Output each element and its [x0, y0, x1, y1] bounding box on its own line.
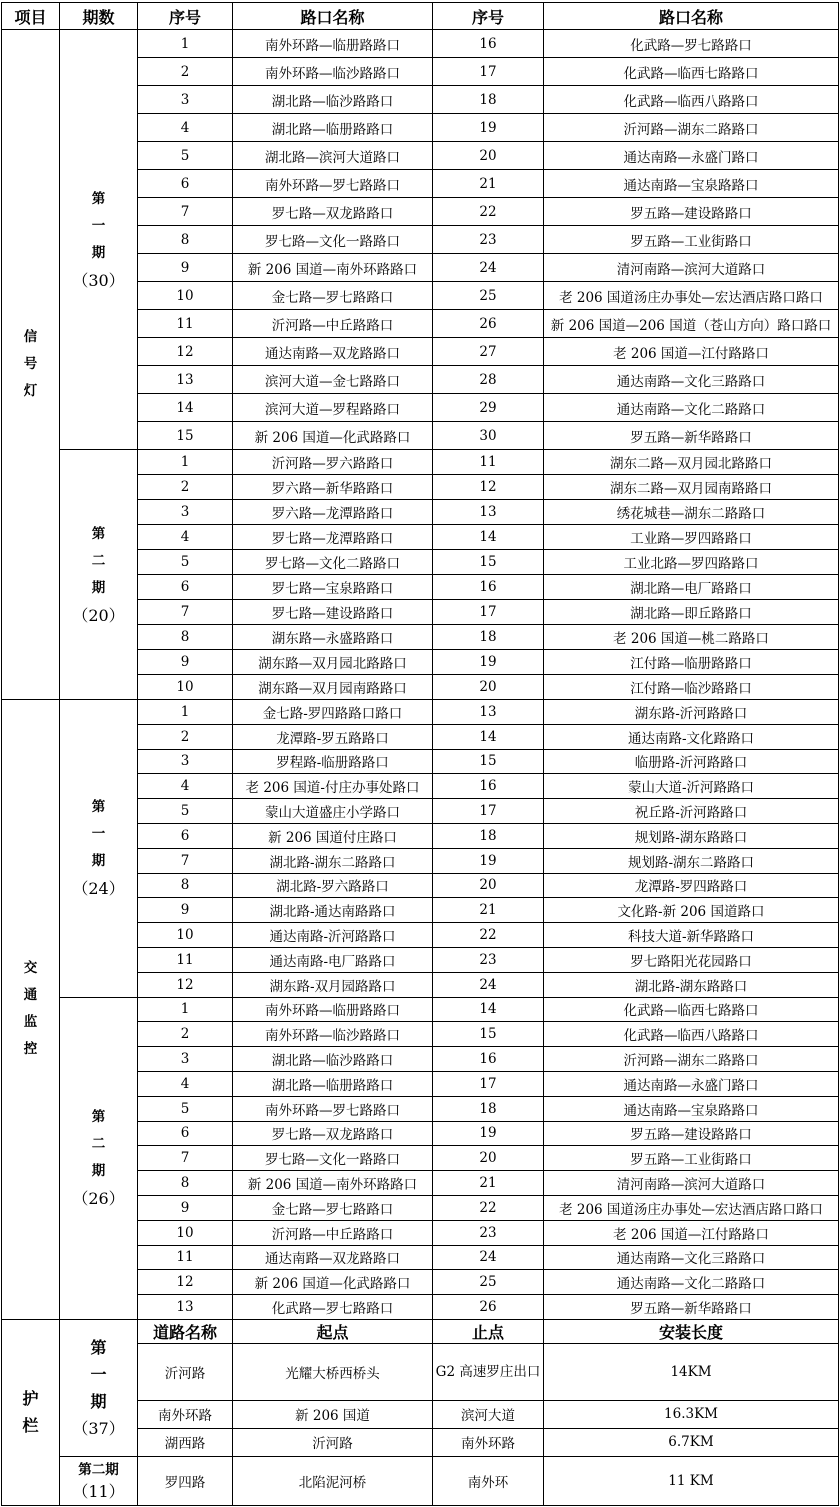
seq-number: 3: [138, 500, 233, 525]
seq-number: 9: [138, 650, 233, 675]
phase-sig-2: 第 二 期 （20）: [60, 450, 138, 700]
intersection-name: 新 206 国道—化武路路口: [233, 1270, 433, 1295]
seq-number: 17: [433, 58, 544, 86]
seq-number: 21: [433, 1171, 544, 1196]
table-row: [2, 1456, 839, 1505]
seq-number: 19: [433, 114, 544, 142]
header-road: 道路名称: [138, 1319, 233, 1343]
seq-number: 4: [138, 114, 233, 142]
seq-number: 13: [138, 366, 233, 394]
intersection-name: 新 206 国道付庄路口: [233, 823, 433, 848]
seq-number: 18: [433, 1096, 544, 1121]
intersection-name: 罗七路阳光花园路口: [544, 947, 839, 972]
header-name-2: 路口名称: [544, 3, 839, 30]
seq-number: 7: [138, 848, 233, 873]
seq-number: 23: [433, 226, 544, 254]
guardrail-section: [2, 1319, 839, 1505]
intersection-name: 工业北路—罗四路路口: [544, 550, 839, 575]
seq-number: 8: [138, 226, 233, 254]
seq-number: 11: [138, 310, 233, 338]
intersection-name: 通达南路—文化二路路口: [544, 1270, 839, 1295]
seq-number: 5: [138, 1096, 233, 1121]
header-seq-2: 序号: [433, 3, 544, 30]
road-name: 罗四路: [138, 1456, 233, 1505]
seq-number: 2: [138, 475, 233, 500]
table-row: [2, 450, 839, 475]
seq-number: 19: [433, 848, 544, 873]
seq-number: 9: [138, 1195, 233, 1220]
intersection-name: 罗七路—龙潭路路口: [233, 525, 433, 550]
intersection-name: 南外环路—临册路路口: [233, 997, 433, 1022]
seq-number: 5: [138, 550, 233, 575]
seq-number: 12: [138, 338, 233, 366]
seq-number: 24: [433, 972, 544, 997]
phase-guardrail-2: [60, 1456, 138, 1505]
intersection-name: 化武路—临西七路路口: [544, 58, 839, 86]
intersection-name: 老 206 国道汤庄办事处—宏达酒店路口路口: [544, 282, 839, 310]
seq-number: 24: [433, 1245, 544, 1270]
table-row: [2, 997, 839, 1022]
intersection-name: 通达南路—宝泉路路口: [544, 1096, 839, 1121]
table-row: [2, 700, 839, 725]
seq-number: 15: [433, 550, 544, 575]
header-project: 项目: [2, 3, 60, 30]
intersection-name: 湖北路-罗六路路口: [233, 873, 433, 898]
intersection-name: 湖北路—临册路路口: [233, 114, 433, 142]
phase-mon-1: 第 一 期 （24）: [60, 700, 138, 998]
intersection-name: 绣花城巷—湖东二路路口: [544, 500, 839, 525]
seq-number: 9: [138, 254, 233, 282]
start-point: 光耀大桥西桥头: [233, 1343, 433, 1400]
intersection-name: 罗七路—建设路路口: [233, 600, 433, 625]
table-header-row: [2, 3, 839, 30]
seq-number: 4: [138, 525, 233, 550]
start-point: 沂河路: [233, 1428, 433, 1456]
intersection-name: 江付路—临册路路口: [544, 650, 839, 675]
seq-number: 18: [433, 823, 544, 848]
intersection-name: 通达南路—双龙路路口: [233, 338, 433, 366]
seq-number: 3: [138, 749, 233, 774]
road-name: 湖西路: [138, 1428, 233, 1456]
intersection-name: 清河南路—滨河大道路口: [544, 254, 839, 282]
seq-number: 2: [138, 1022, 233, 1047]
intersection-name: 通达南路—文化三路路口: [544, 1245, 839, 1270]
monitor-section: [2, 700, 839, 1320]
intersection-name: 罗七路—文化一路路口: [233, 226, 433, 254]
intersection-name: 罗五路—工业街路口: [544, 1146, 839, 1171]
intersection-name: 沂河路—湖东二路路口: [544, 1047, 839, 1072]
phase-guardrail-1: 第 一 期 （37）: [60, 1319, 138, 1456]
seq-number: 3: [138, 86, 233, 114]
seq-number: 2: [138, 58, 233, 86]
guardrail-header-row: [2, 1319, 839, 1343]
seq-number: 20: [433, 675, 544, 700]
intersection-name: 老 206 国道—江付路路口: [544, 1220, 839, 1245]
intersection-name: 化武路—罗七路路口: [233, 1295, 433, 1320]
intersection-name: 化武路—临西七路路口: [544, 997, 839, 1022]
intersection-name: 罗程路-临册路路口: [233, 749, 433, 774]
seq-number: 27: [433, 338, 544, 366]
seq-number: 24: [433, 254, 544, 282]
seq-number: 12: [433, 475, 544, 500]
seq-number: 1: [138, 450, 233, 475]
intersection-name: 沂河路—中丘路路口: [233, 310, 433, 338]
seq-number: 17: [433, 600, 544, 625]
seq-number: 22: [433, 923, 544, 948]
seq-number: 17: [433, 1071, 544, 1096]
intersection-name: 湖北路—临册路路口: [233, 1071, 433, 1096]
seq-number: 15: [138, 422, 233, 450]
seq-number: 6: [138, 575, 233, 600]
end-point: 南外环: [433, 1456, 544, 1505]
intersection-name: 龙潭路-罗四路路口: [544, 873, 839, 898]
seq-number: 8: [138, 873, 233, 898]
seq-number: 1: [138, 700, 233, 725]
intersection-name: 科技大道-新华路路口: [544, 923, 839, 948]
seq-number: 3: [138, 1047, 233, 1072]
intersection-name: 规划路-湖东二路路口: [544, 848, 839, 873]
header-name: 路口名称: [233, 3, 433, 30]
header-start: 起点: [233, 1319, 433, 1343]
intersection-name: 湖北路—即丘路路口: [544, 600, 839, 625]
header-seq: 序号: [138, 3, 233, 30]
intersection-name: 湖东路—永盛路路口: [233, 625, 433, 650]
seq-number: 15: [433, 749, 544, 774]
start-point: 新 206 国道: [233, 1400, 433, 1428]
road-name: 南外环路: [138, 1400, 233, 1428]
phase-count: （37）: [72, 1418, 125, 1438]
header-phase: 期数: [60, 3, 138, 30]
seq-number: 11: [433, 450, 544, 475]
intersection-name: 老 206 国道-付庄办事处路口: [233, 774, 433, 799]
seq-number: 15: [433, 1022, 544, 1047]
intersection-name: 沂河路—湖东二路路口: [544, 114, 839, 142]
intersection-name: 滨河大道—罗程路路口: [233, 394, 433, 422]
seq-number: 29: [433, 394, 544, 422]
install-length: 6.7KM: [544, 1428, 839, 1456]
phase-mon-2: 第 二 期 （26）: [60, 997, 138, 1319]
seq-number: 19: [433, 650, 544, 675]
intersection-name: 新 206 国道—南外环路路口: [233, 254, 433, 282]
road-name: 沂河路: [138, 1343, 233, 1400]
seq-number: 25: [433, 282, 544, 310]
phase-label: 第二期: [78, 1461, 119, 1478]
seq-number: 4: [138, 774, 233, 799]
intersection-name: 罗五路—工业街路口: [544, 226, 839, 254]
seq-number: 7: [138, 1146, 233, 1171]
intersection-name: 通达南路—永盛门路口: [544, 142, 839, 170]
intersection-name: 沂河路—中丘路路口: [233, 1220, 433, 1245]
seq-number: 14: [433, 997, 544, 1022]
project-sig: 信 号 灯: [2, 30, 60, 700]
seq-number: 4: [138, 1071, 233, 1096]
intersection-name: 罗五路—新华路路口: [544, 422, 839, 450]
intersection-name: 清河南路—滨河大道路口: [544, 1171, 839, 1196]
seq-number: 23: [433, 947, 544, 972]
intersection-name: 通达南路-文化路路口: [544, 724, 839, 749]
seq-number: 16: [433, 774, 544, 799]
intersection-name: 新 206 国道—化武路路口: [233, 422, 433, 450]
phase-sig-1: 第 一 期 （30）: [60, 30, 138, 450]
seq-number: 10: [138, 282, 233, 310]
install-length: 11 KM: [544, 1456, 839, 1505]
seq-number: 1: [138, 997, 233, 1022]
seq-number: 10: [138, 675, 233, 700]
intersection-name: 沂河路—罗六路路口: [233, 450, 433, 475]
seq-number: 21: [433, 170, 544, 198]
intersection-name: 湖北路-湖东二路路口: [233, 848, 433, 873]
intersection-name: 通达南路-沂河路路口: [233, 923, 433, 948]
intersection-name: 南外环路—临册路路口: [233, 30, 433, 58]
intersection-name: 湖东路—双月园北路路口: [233, 650, 433, 675]
intersection-name: 龙潭路-罗五路路口: [233, 724, 433, 749]
end-point: 滨河大道: [433, 1400, 544, 1428]
intersection-name: 工业路—罗四路路口: [544, 525, 839, 550]
intersection-name: 新 206 国道—206 国道（苍山方向）路口路口: [544, 310, 839, 338]
intersection-name: 通达南路—双龙路路口: [233, 1245, 433, 1270]
intersection-name: 通达南路—文化三路路口: [544, 366, 839, 394]
intersection-name: 滨河大道—金七路路口: [233, 366, 433, 394]
seq-number: 7: [138, 198, 233, 226]
seq-number: 16: [433, 575, 544, 600]
intersection-name: 湖东路-沂河路路口: [544, 700, 839, 725]
intersection-name: 化武路—罗七路路口: [544, 30, 839, 58]
intersection-name: 老 206 国道—桃二路路口: [544, 625, 839, 650]
seq-number: 16: [433, 30, 544, 58]
seq-number: 1: [138, 30, 233, 58]
table-row: [2, 30, 839, 58]
seq-number: 5: [138, 799, 233, 824]
intersection-name: 老 206 国道汤庄办事处—宏达酒店路口路口: [544, 1195, 839, 1220]
seq-number: 23: [433, 1220, 544, 1245]
seq-number: 20: [433, 873, 544, 898]
intersection-name: 临册路-沂河路路口: [544, 749, 839, 774]
install-length: 16.3KM: [544, 1400, 839, 1428]
seq-number: 19: [433, 1121, 544, 1146]
intersection-name: 金七路—罗七路路口: [233, 1195, 433, 1220]
end-point: 南外环路: [433, 1428, 544, 1456]
intersection-name: 湖东二路—双月园南路路口: [544, 475, 839, 500]
seq-number: 20: [433, 142, 544, 170]
seq-number: 22: [433, 1195, 544, 1220]
seq-number: 26: [433, 310, 544, 338]
seq-number: 26: [433, 1295, 544, 1320]
seq-number: 10: [138, 923, 233, 948]
intersection-name: 南外环路—罗七路路口: [233, 170, 433, 198]
intersection-name: 通达南路—永盛门路口: [544, 1071, 839, 1096]
intersection-name: 南外环路—临沙路路口: [233, 1022, 433, 1047]
intersection-name: 南外环路—临沙路路口: [233, 58, 433, 86]
intersection-table: [1, 2, 839, 1506]
intersection-name: 湖北路—临沙路路口: [233, 86, 433, 114]
seq-number: 10: [138, 1220, 233, 1245]
seq-number: 6: [138, 823, 233, 848]
seq-number: 18: [433, 625, 544, 650]
header-end: 止点: [433, 1319, 544, 1343]
intersection-name: 蒙山大道-沂河路路口: [544, 774, 839, 799]
seq-number: 6: [138, 1121, 233, 1146]
intersection-name: 罗六路—新华路路口: [233, 475, 433, 500]
intersection-name: 蒙山大道盛庄小学路口: [233, 799, 433, 824]
signal-section: [2, 30, 839, 700]
seq-number: 12: [138, 972, 233, 997]
intersection-name: 罗五路—建设路路口: [544, 198, 839, 226]
intersection-name: 通达南路—宝泉路路口: [544, 170, 839, 198]
seq-number: 13: [433, 500, 544, 525]
seq-number: 13: [433, 700, 544, 725]
project-guardrail: 护 栏: [2, 1319, 60, 1505]
intersection-name: 罗七路—文化二路路口: [233, 550, 433, 575]
seq-number: 22: [433, 198, 544, 226]
intersection-name: 罗七路—宝泉路路口: [233, 575, 433, 600]
seq-number: 13: [138, 1295, 233, 1320]
start-point: 北陷泥河桥: [233, 1456, 433, 1505]
intersection-name: 湖北路—滨河大道路口: [233, 142, 433, 170]
intersection-name: 湖东路-双月园路路口: [233, 972, 433, 997]
seq-number: 9: [138, 898, 233, 923]
seq-number: 14: [138, 394, 233, 422]
seq-number: 12: [138, 1270, 233, 1295]
intersection-name: 祝丘路-沂河路路口: [544, 799, 839, 824]
intersection-name: 罗七路—双龙路路口: [233, 198, 433, 226]
intersection-name: 文化路-新 206 国道路口: [544, 898, 839, 923]
seq-number: 17: [433, 799, 544, 824]
install-length: 14KM: [544, 1343, 839, 1400]
seq-number: 30: [433, 422, 544, 450]
seq-number: 16: [433, 1047, 544, 1072]
seq-number: 21: [433, 898, 544, 923]
seq-number: 2: [138, 724, 233, 749]
intersection-name: 湖东路—双月园南路路口: [233, 675, 433, 700]
seq-number: 18: [433, 86, 544, 114]
seq-number: 6: [138, 170, 233, 198]
intersection-name: 江付路—临沙路路口: [544, 675, 839, 700]
intersection-name: 湖北路-湖东路路口: [544, 972, 839, 997]
seq-number: 28: [433, 366, 544, 394]
seq-number: 11: [138, 947, 233, 972]
intersection-name: 湖北路—电厂路路口: [544, 575, 839, 600]
intersection-name: 罗五路—新华路路口: [544, 1295, 839, 1320]
seq-number: 7: [138, 600, 233, 625]
intersection-name: 湖东二路—双月园北路路口: [544, 450, 839, 475]
intersection-name: 罗七路—文化一路路口: [233, 1146, 433, 1171]
intersection-name: 湖北路-通达南路路口: [233, 898, 433, 923]
intersection-name: 罗五路—建设路路口: [544, 1121, 839, 1146]
phase-count: （11）: [72, 1481, 125, 1501]
intersection-name: 规划路-湖东路路口: [544, 823, 839, 848]
intersection-name: 罗六路—龙潭路路口: [233, 500, 433, 525]
intersection-name: 金七路—罗七路路口: [233, 282, 433, 310]
intersection-name: 南外环路—罗七路路口: [233, 1096, 433, 1121]
seq-number: 8: [138, 625, 233, 650]
seq-number: 5: [138, 142, 233, 170]
seq-number: 25: [433, 1270, 544, 1295]
seq-number: 20: [433, 1146, 544, 1171]
project-mon: 交 通 监 控: [2, 700, 60, 1320]
intersection-name: 湖北路—临沙路路口: [233, 1047, 433, 1072]
intersection-name: 化武路—临西八路路口: [544, 86, 839, 114]
intersection-name: 通达南路—文化二路路口: [544, 394, 839, 422]
seq-number: 11: [138, 1245, 233, 1270]
seq-number: 8: [138, 1171, 233, 1196]
seq-number: 14: [433, 525, 544, 550]
end-point: G2 高速罗庄出口: [433, 1343, 544, 1400]
intersection-name: 罗七路—双龙路路口: [233, 1121, 433, 1146]
seq-number: 14: [433, 724, 544, 749]
intersection-name: 化武路—临西八路路口: [544, 1022, 839, 1047]
intersection-name: 老 206 国道—江付路路口: [544, 338, 839, 366]
intersection-name: 通达南路-电厂路路口: [233, 947, 433, 972]
header-length: 安装长度: [544, 1319, 839, 1343]
intersection-name: 金七路-罗四路路口路口: [233, 700, 433, 725]
intersection-name: 新 206 国道—南外环路路口: [233, 1171, 433, 1196]
